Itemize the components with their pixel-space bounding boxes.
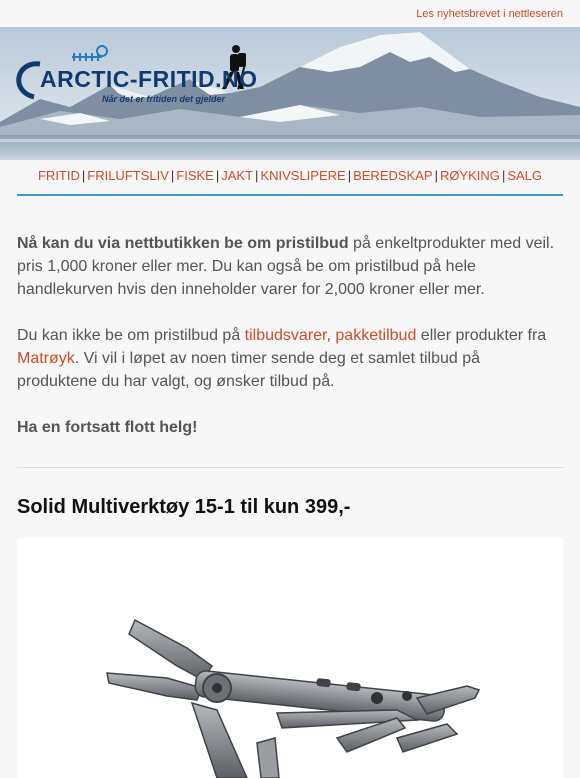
conditions-text: , [326, 327, 336, 344]
nav-knivslipere[interactable]: KNIVSLIPERE [260, 168, 346, 183]
nav-separator: | [81, 168, 86, 183]
logo-wordmark: ARCTIC-FRITID.NO [40, 66, 258, 92]
nav-beredskap[interactable]: BEREDSKAP [353, 168, 433, 183]
header-banner [0, 27, 580, 160]
intro-bold-text: Nå kan du via nettbutikken be om pristilbud [17, 235, 349, 252]
nav-separator: | [255, 168, 259, 183]
conditions-paragraph [17, 324, 563, 393]
conditions-text: Du kan ikke be om pristilbud på [17, 327, 245, 344]
greeting-text: Ha en fortsatt flott helg! [17, 419, 198, 436]
nav-friluftsliv[interactable]: FRILUFTSLIV [87, 168, 169, 183]
top-bar [0, 0, 580, 27]
nav-salg[interactable]: SALG [507, 168, 543, 183]
matroyk-link[interactable]: Matrøyk [17, 350, 75, 367]
category-nav [17, 160, 563, 196]
view-in-browser-link[interactable]: Les nyhetsbrevet i nettleseren [416, 8, 563, 20]
nav-separator: | [170, 168, 175, 183]
intro-text: på enkeltprodukter med veil. pris 1,000 kroner eller mer. Du kan også be om pristilbud på hele handlekurven hvis den inneholder varer for 2,000 kroner eller mer. [17, 235, 555, 298]
pakketilbud-link[interactable]: pakketilbud [335, 327, 417, 344]
nav-separator: | [215, 168, 220, 183]
product-image[interactable] [17, 538, 563, 778]
nav-fritid[interactable]: FRITID [37, 168, 80, 183]
logo-tagline: Når det er fritiden det gjelder [102, 94, 226, 104]
conditions-text: eller produkter fra [416, 327, 547, 344]
nav-separator: | [501, 168, 506, 183]
conditions-text: . Vi vil i løpet av noen timer sende deg et samlet tilbud på produktene du har valgt, og ønsker tilbud på. [17, 350, 481, 390]
product-title: Solid Multiverktøy 15-1 til kun 399,- [17, 496, 351, 518]
nav-separator: | [347, 168, 352, 183]
multitool-icon [17, 538, 563, 778]
nav-fiske[interactable]: FISKE [176, 168, 214, 183]
intro-paragraph [17, 232, 563, 301]
brand-logo[interactable] [12, 39, 262, 109]
tilbudsvarer-link[interactable]: tilbudsvarer [244, 327, 327, 344]
nav-separator: | [434, 168, 438, 183]
newsletter-body [0, 232, 580, 778]
nav-jakt[interactable]: JAKT [221, 168, 254, 183]
section-divider [17, 467, 563, 468]
nav-royking[interactable]: RØYKING [439, 168, 500, 183]
